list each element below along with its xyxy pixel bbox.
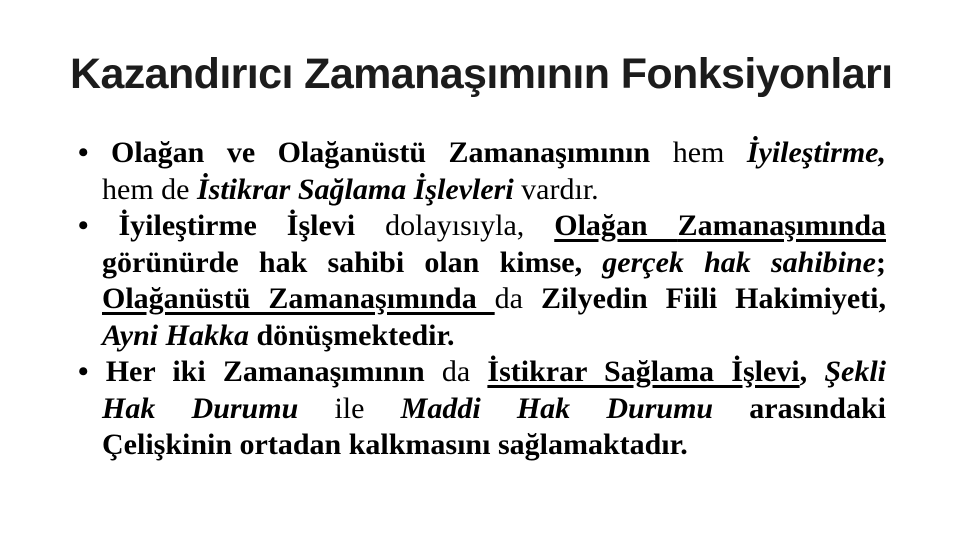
text-run: dönüşmektedir. [256, 318, 455, 352]
bullet-paragraph [78, 135, 886, 208]
text-line [78, 427, 886, 464]
text-line [78, 354, 886, 391]
text-run: da [441, 355, 488, 388]
text-run: Hak Durumu [102, 391, 335, 425]
text-run: Olağan [554, 209, 678, 242]
text-run: İstikrar Sağlama İşlevi [487, 355, 800, 388]
bullet-paragraph [78, 354, 886, 464]
bullet-marker: • [78, 355, 106, 388]
text-run: hem [672, 136, 747, 169]
text-line [78, 208, 886, 245]
bullet-paragraph [78, 208, 886, 354]
text-run: Şekli [824, 355, 886, 388]
bullet-marker: • [78, 136, 111, 169]
text-line [78, 172, 886, 209]
text-run: hem de [102, 172, 197, 206]
text-run: gerçek hak sahibine [602, 245, 876, 279]
bullet-marker: • [78, 209, 119, 242]
text-line [78, 245, 886, 282]
text-run: Maddi Hak Durumu [400, 391, 750, 425]
text-line [78, 135, 886, 172]
body-text [78, 135, 886, 464]
text-run: da [494, 282, 541, 315]
text-line [78, 281, 886, 318]
text-run: Ayni Hakka [102, 318, 257, 352]
text-run: Zilyedin Fiili Hakimiyeti, [540, 282, 887, 315]
text-run: görünürde hak sahibi olan kimse, [102, 245, 603, 279]
text-run: Olağan ve Olağanüstü Zamanaşımının [110, 136, 673, 169]
text-run: Zamanaşımında [677, 209, 886, 242]
text-run: Çelişkinin ortadan kalkmasını sağlamaktadır. [102, 428, 688, 461]
text-run: dolayısıyla, [385, 209, 555, 242]
text-run: vardır. [521, 172, 599, 206]
text-run: arasındaki [749, 391, 886, 425]
text-run: İyileştirme, [746, 136, 886, 169]
text-run: Olağanüstü Zamanaşımında [102, 282, 495, 315]
text-run: Her iki Zamanaşımının [105, 355, 442, 388]
text-run: , [799, 355, 825, 388]
text-run: İyileştirme İşlevi [118, 209, 386, 242]
text-run: ile [334, 391, 401, 425]
text-run: ; [876, 245, 886, 279]
text-run: İstikrar Sağlama İşlevleri [196, 172, 522, 206]
text-line [78, 318, 886, 355]
text-line [78, 391, 886, 428]
slide-title: Kazandırıcı Zamanaşımının Fonksiyonları [70, 50, 893, 98]
